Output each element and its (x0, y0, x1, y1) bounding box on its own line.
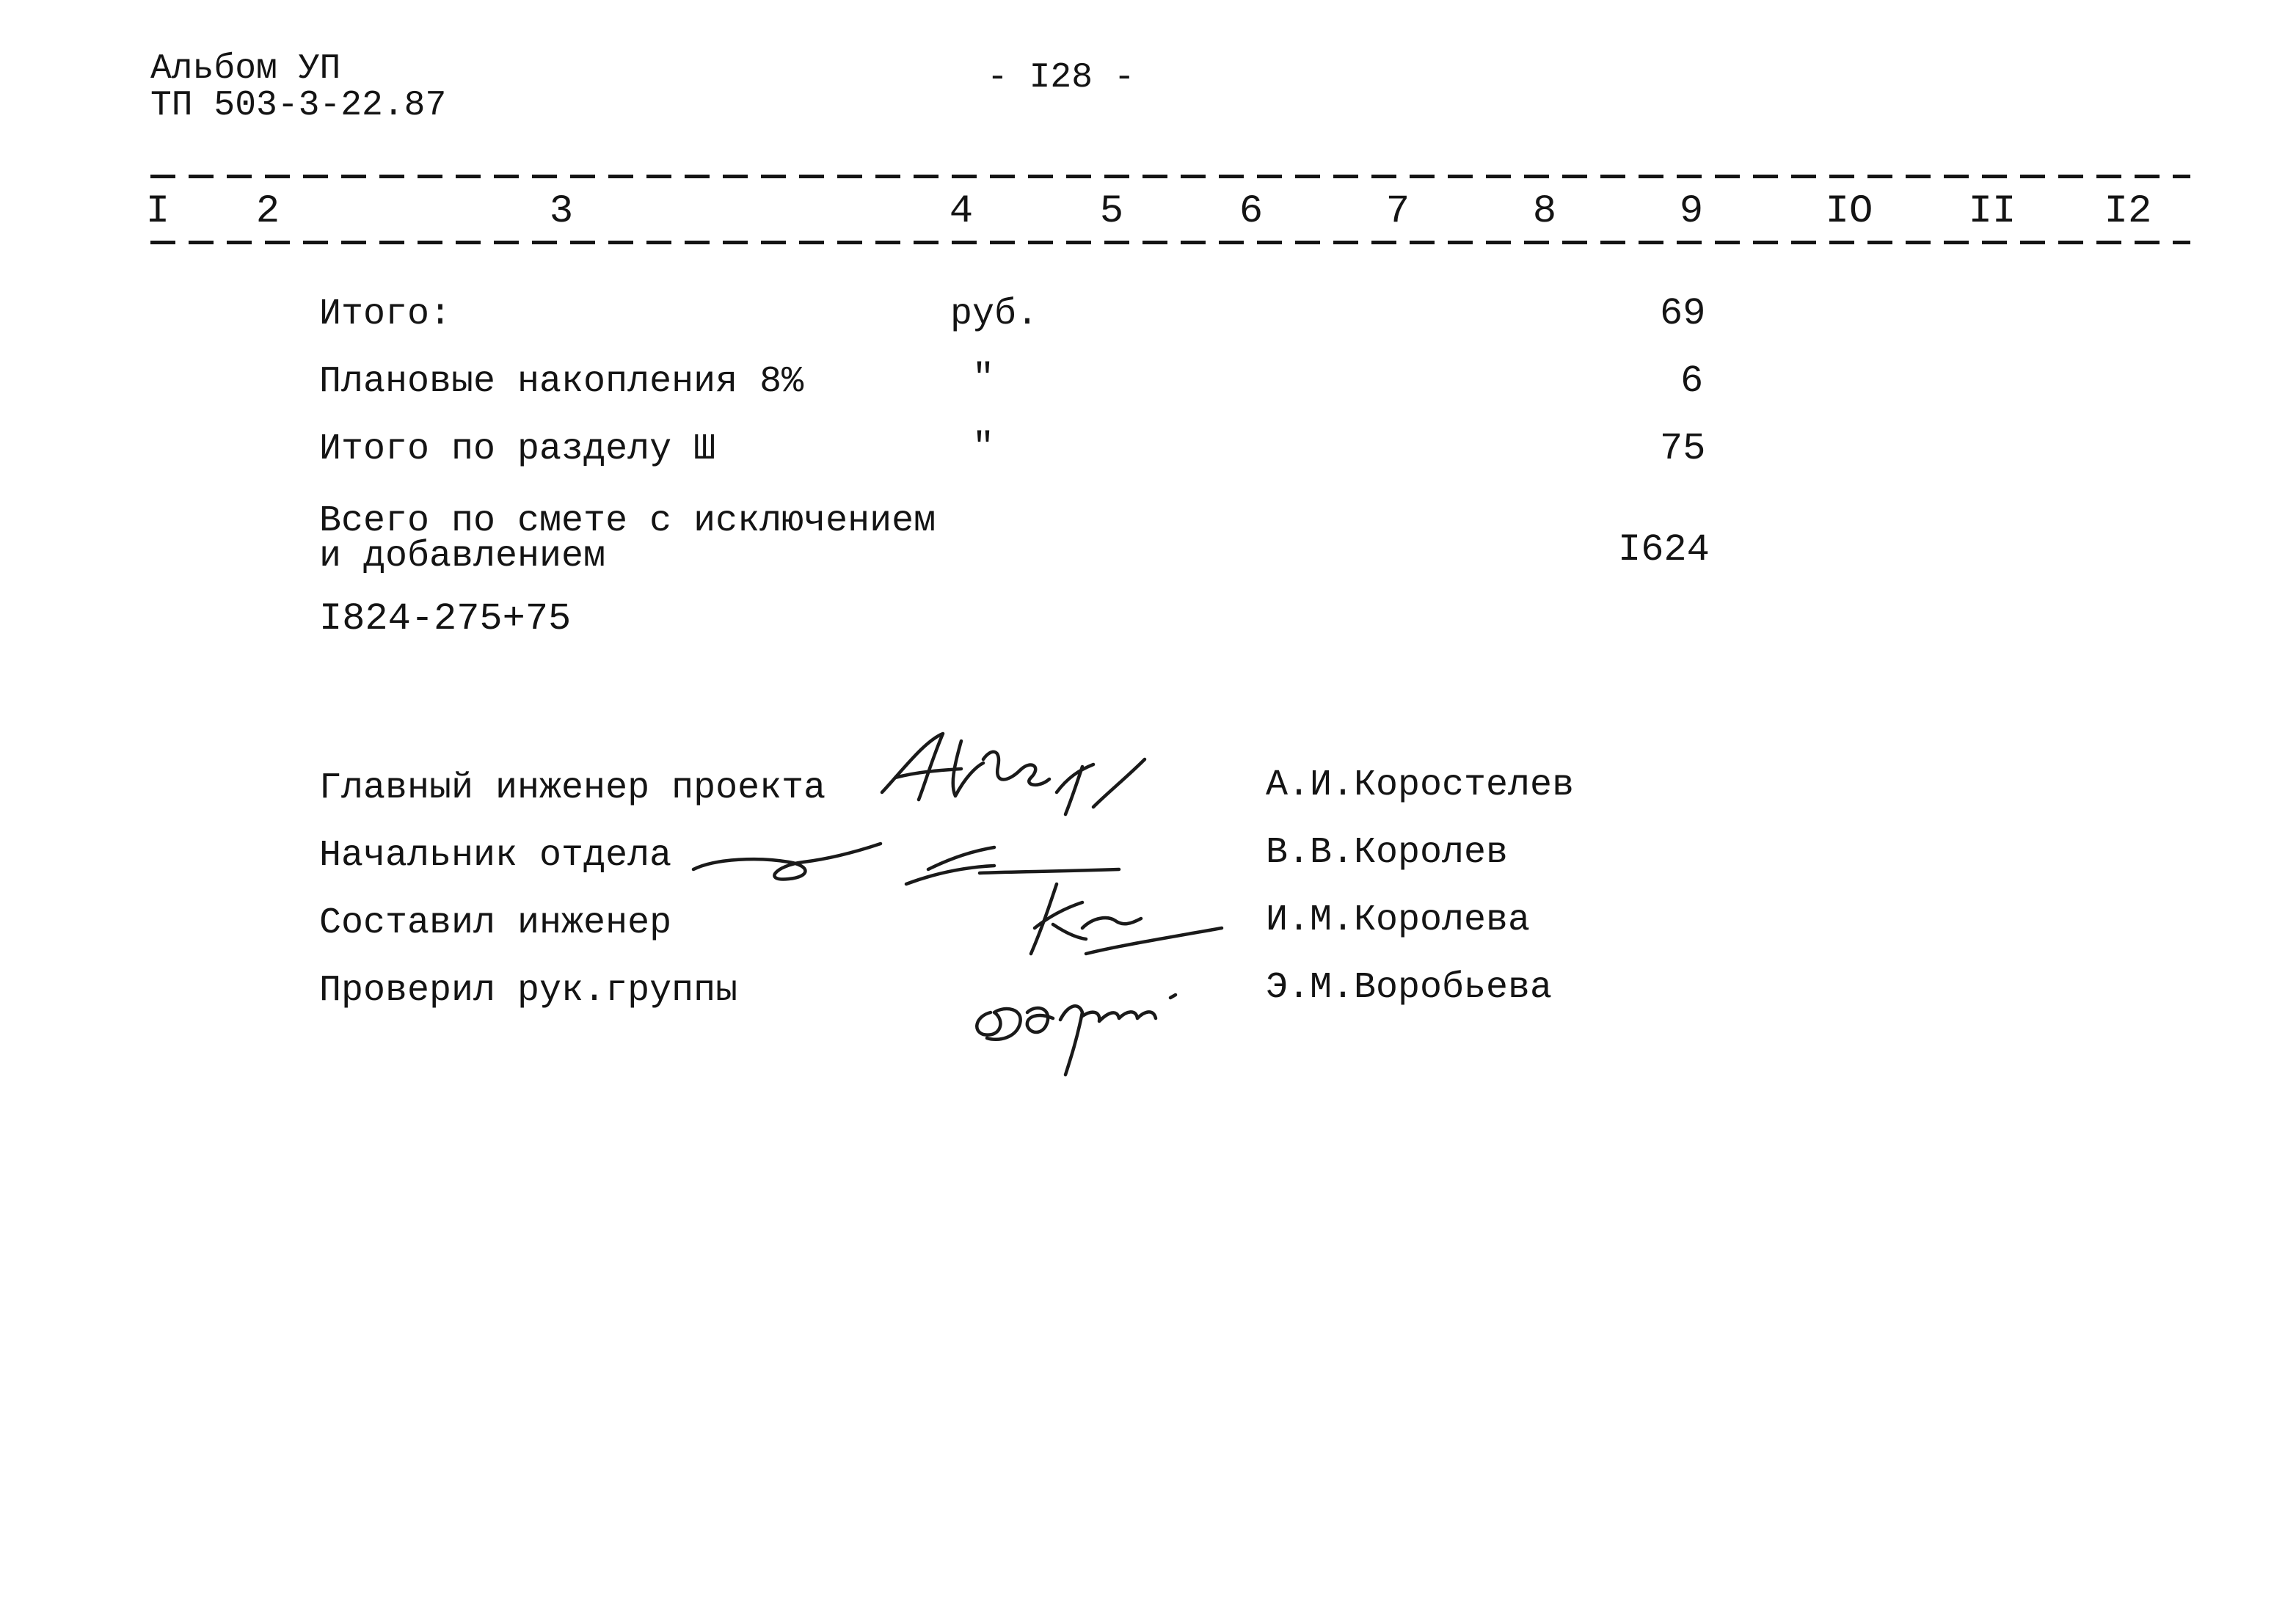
signatory-name: И.М.Королева (1266, 899, 1531, 941)
row-label-grand-total-line1: Всего по смете с исключением (319, 500, 936, 542)
column-number: 2 (255, 189, 280, 234)
column-number: 5 (1099, 189, 1124, 234)
signatory-name: В.В.Королев (1266, 832, 1509, 874)
column-number: 8 (1532, 189, 1557, 234)
calculation-formula: I824-275+75 (319, 597, 572, 640)
signature-role: Проверил рук.группы (319, 970, 738, 1012)
project-code: ТП 503-3-22.87 (150, 86, 447, 125)
column-number: I (145, 189, 170, 234)
album-label: Альбом УП (150, 49, 341, 89)
column-number: II (1968, 189, 2016, 234)
row-value-planned-savings: 6 (1680, 359, 1704, 403)
column-number: 9 (1679, 189, 1704, 234)
table-top-rule (150, 175, 2190, 178)
signature-role: Составил инженер (319, 902, 672, 944)
column-number: 6 (1239, 189, 1264, 234)
row-unit-ditto: " (972, 427, 995, 469)
handwritten-signature-engineer (1013, 873, 1233, 968)
signatory-name: А.И.Коростелев (1266, 764, 1575, 806)
column-number: 4 (949, 189, 974, 234)
page-number: - I28 - (987, 58, 1135, 98)
row-value-section-total: 75 (1660, 427, 1706, 470)
signatory-name: Э.М.Воробьева (1266, 967, 1553, 1009)
column-number: 3 (549, 189, 574, 234)
handwritten-signature-group-head (961, 968, 1225, 1078)
row-label-planned-savings: Плановые накопления 8% (319, 361, 804, 403)
handwritten-signature-chief-engineer (873, 726, 1167, 836)
row-unit-ditto: " (972, 358, 995, 400)
row-label-total: Итого: (319, 293, 452, 335)
row-value-total: 69 (1660, 292, 1706, 335)
table-header-rule (150, 241, 2190, 244)
column-number: IO (1825, 189, 1873, 234)
row-value-grand-total: I624 (1618, 528, 1710, 572)
row-label-grand-total-line2: и добавлением (319, 536, 606, 577)
row-unit-total: руб. (950, 293, 1039, 335)
column-number: 7 (1385, 189, 1410, 234)
column-number: I2 (2104, 189, 2152, 234)
signature-role: Начальник отдела (319, 835, 672, 877)
signature-role: Главный инженер проекта (319, 767, 826, 809)
row-label-section-total: Итого по разделу Ш (319, 428, 716, 470)
